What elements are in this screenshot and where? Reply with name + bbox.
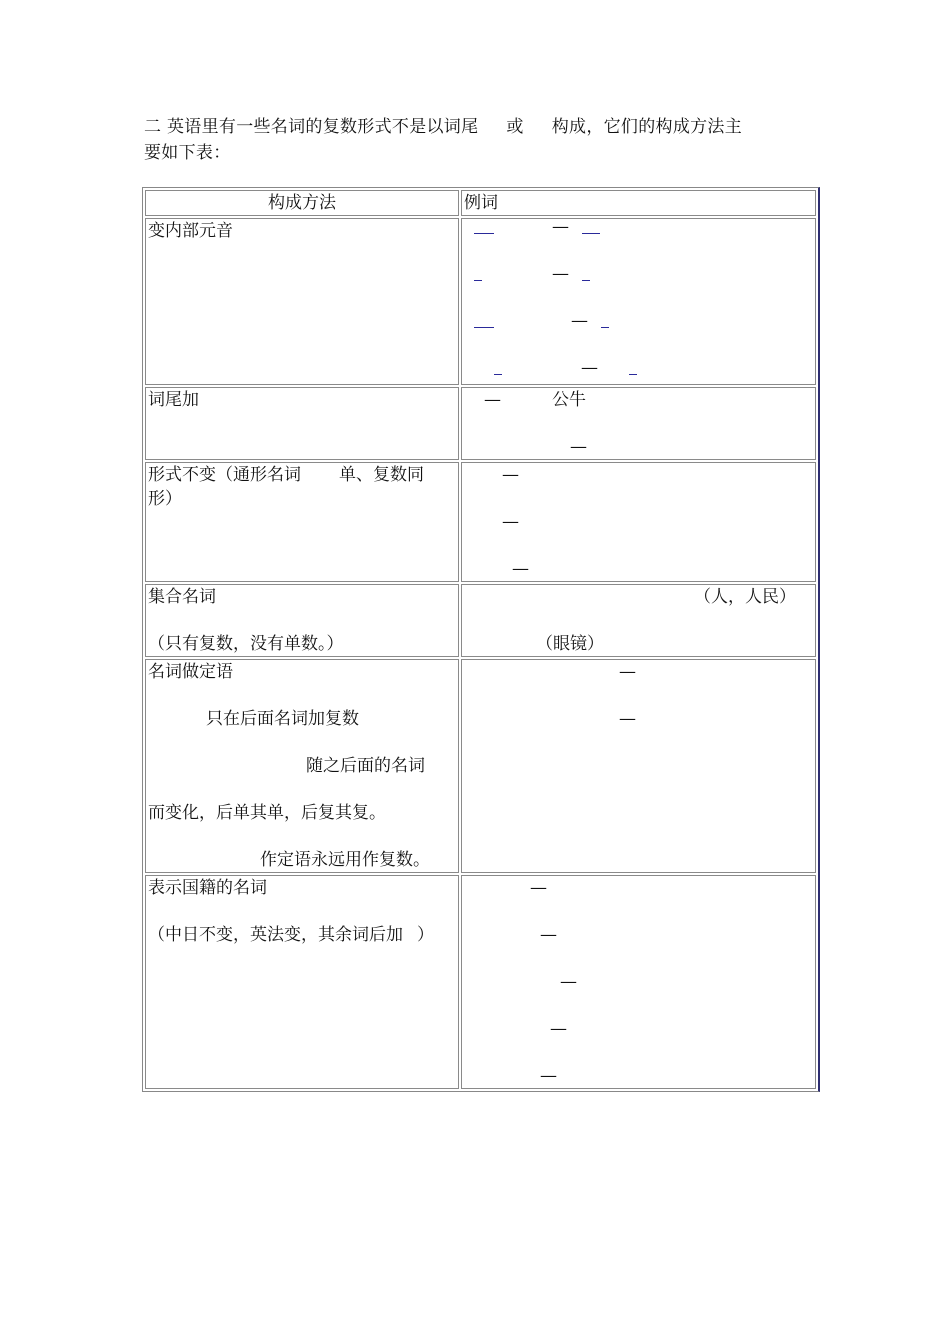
example-line: [464, 388, 813, 412]
example-line: [464, 266, 813, 290]
table-row: [145, 462, 816, 582]
example-meaning: 公牛: [552, 390, 586, 410]
example-line: [464, 557, 813, 581]
example-link[interactable]: [582, 219, 600, 234]
method-text-part: 形）: [148, 489, 182, 509]
example-dash: —: [581, 358, 598, 378]
example-line: [464, 510, 813, 534]
intro-text-4: 要如下表：: [144, 143, 231, 163]
method-text-part: （中日不变，英法变，其余词后加: [148, 925, 403, 945]
intro-text-1: 二 英语里有一些名词的复数形式不是以词尾: [144, 117, 479, 137]
example-dash: —: [502, 512, 519, 532]
example-link[interactable]: [474, 219, 494, 234]
example-line: [464, 463, 813, 487]
method-text: [148, 923, 456, 947]
example-line: [464, 1017, 813, 1041]
method-cell: [145, 462, 459, 582]
example-dash: —: [530, 878, 547, 898]
example-dash: —: [619, 662, 636, 682]
example-dash: —: [540, 925, 557, 945]
table-header-row: [145, 190, 816, 216]
method-cell: [145, 584, 459, 657]
method-text: 而变化，后单其单，后复其复。: [148, 803, 386, 823]
example-dash: —: [560, 972, 577, 992]
examples-cell: [461, 462, 816, 582]
method-text-part: ）: [417, 925, 434, 945]
table-row: [145, 387, 816, 460]
plural-forms-table: [142, 187, 820, 1092]
example-line: [464, 632, 813, 656]
table-row: [145, 659, 816, 873]
example-link[interactable]: [494, 360, 502, 375]
method-cell: [145, 659, 459, 873]
example-line: [464, 435, 813, 459]
example-dash: —: [502, 465, 519, 485]
example-dash: —: [550, 1019, 567, 1039]
intro-text-3: 构成，它们的构成方法主: [551, 117, 743, 137]
example-line: [464, 660, 813, 684]
example-meaning: （人，人民）: [694, 587, 796, 607]
method-cell: [145, 875, 459, 1089]
method-text: 变内部元音: [148, 221, 233, 241]
example-dash: —: [484, 390, 501, 410]
examples-cell: [461, 584, 816, 657]
example-line: [464, 313, 813, 337]
example-line: [464, 923, 813, 947]
method-text-part: 形式不变（通形名词: [148, 465, 301, 485]
intro-paragraph: [144, 114, 814, 166]
header-method: 构成方法: [145, 190, 459, 216]
example-line: [464, 1064, 813, 1088]
table-row: [145, 218, 816, 385]
method-text: 表示国籍的名词: [148, 878, 267, 898]
example-link[interactable]: [474, 266, 482, 281]
example-dash: —: [540, 1066, 557, 1086]
example-line: [464, 219, 813, 243]
example-dash: —: [512, 559, 529, 579]
example-dash: —: [570, 437, 587, 457]
method-text: [148, 463, 456, 511]
example-meaning: （眼镜）: [536, 634, 604, 654]
method-text: 词尾加: [148, 390, 199, 410]
examples-cell: [461, 218, 816, 385]
example-link[interactable]: [582, 266, 590, 281]
example-link[interactable]: [629, 360, 637, 375]
method-text: 集合名词: [148, 587, 216, 607]
method-cell: [145, 218, 459, 385]
method-cell: [145, 387, 459, 460]
method-text: 作定语永远用作复数。: [260, 850, 430, 870]
method-text: 只在后面名词加复数: [206, 709, 359, 729]
example-line: [464, 707, 813, 731]
method-text: 随之后面的名词: [306, 756, 425, 776]
example-line: [464, 970, 813, 994]
example-link[interactable]: [474, 313, 494, 328]
example-line: [464, 360, 813, 384]
method-text: （只有复数，没有单数。）: [148, 634, 344, 654]
example-line: [464, 585, 813, 609]
intro-text-2: 或: [506, 117, 524, 137]
example-dash: —: [619, 709, 636, 729]
examples-cell: [461, 387, 816, 460]
table-row: [145, 875, 816, 1089]
table-row: [145, 584, 816, 657]
method-text: 名词做定语: [148, 662, 233, 682]
examples-cell: [461, 659, 816, 873]
example-line: [464, 876, 813, 900]
examples-cell: [461, 875, 816, 1089]
header-examples: 例词: [461, 190, 816, 216]
example-link[interactable]: [601, 313, 609, 328]
example-dash: —: [552, 217, 569, 237]
example-dash: —: [571, 311, 588, 331]
example-dash: —: [552, 264, 569, 284]
method-text-part: 单、复数同: [339, 465, 424, 485]
